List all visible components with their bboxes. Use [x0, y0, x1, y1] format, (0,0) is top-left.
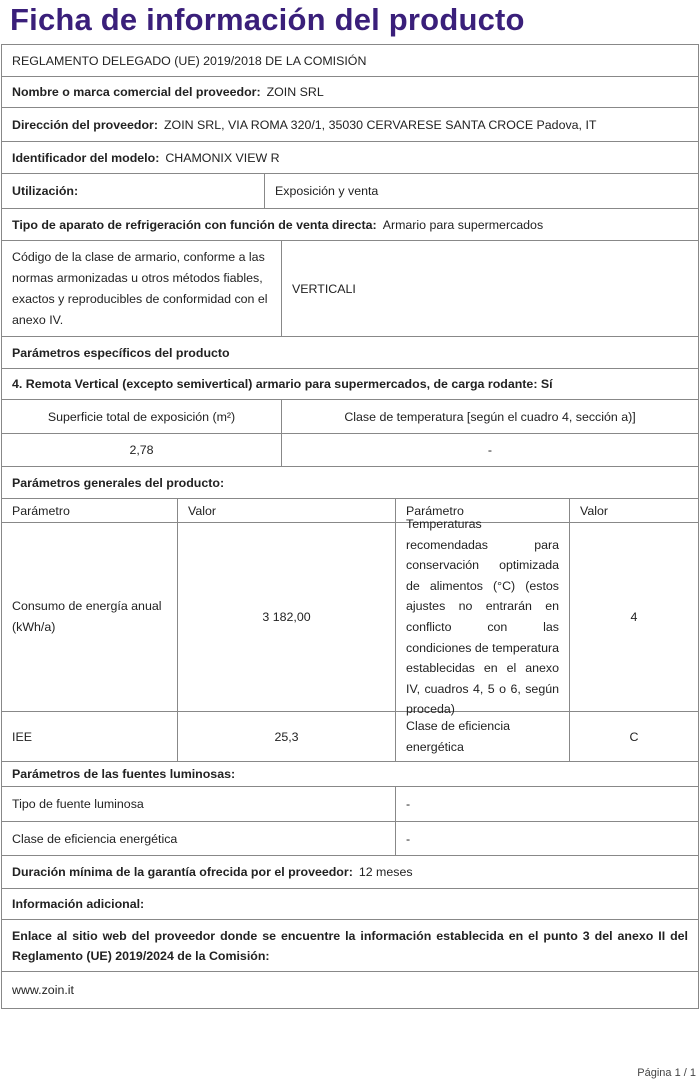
general-params-heading: Parámetros generales del producto: — [12, 475, 225, 490]
light-class-label: Clase de eficiencia energética — [12, 831, 178, 846]
energy-value: 3 182,00 — [262, 610, 311, 624]
model-id-value: CHAMONIX VIEW R — [165, 150, 280, 165]
page-number: Página 1 / 1 — [637, 1067, 696, 1079]
model-id-row — [2, 142, 698, 174]
efficiency-class-value: C — [629, 729, 639, 744]
additional-info-row — [2, 889, 698, 920]
efficiency-class-label: Clase de eficiencia energética — [395, 712, 569, 761]
display-area-header: Superficie total de exposición (m²) — [47, 409, 236, 424]
temperatures-value: 4 — [630, 610, 638, 624]
warranty-value: 12 meses — [358, 865, 413, 879]
value-header-2: Valor — [580, 503, 609, 518]
supplier-name-label: Nombre o marca comercial del proveedor: — [12, 85, 261, 99]
energy-label: Consumo de energía anual (kWh/a) — [12, 599, 162, 634]
light-class-value: - — [406, 831, 411, 846]
regulation-row — [2, 45, 698, 77]
appliance-type-value: Armario para supermercados — [382, 217, 544, 232]
regulation-text: REGLAMENTO DELEGADO (UE) 2019/2018 DE LA COMISIÓN — [12, 53, 367, 68]
display-value-row — [2, 434, 698, 467]
iee-label: IEE — [12, 729, 32, 744]
energy-row — [2, 517, 698, 717]
cabinet-class-row — [2, 241, 698, 337]
display-area-value: 2,78 — [129, 443, 154, 457]
light-params-heading: Parámetros de las fuentes luminosas: — [12, 767, 236, 781]
specific-type-text: 4. Remota Vertical (excepto semivertical) armario para supermercados, de carga rodante: Sí — [12, 377, 553, 391]
additional-info-heading: Información adicional: — [12, 897, 145, 911]
supplier-name-row — [2, 77, 698, 108]
cabinet-class-label: Código de la clase de armario, conforme a las normas armonizadas u otros métodos fiables, exactos y reproducibles de conformidad con el anexo IV. — [12, 249, 268, 327]
temperatures-label: Temperaturas recomendadas para conservación optimizada de alimentos (°C) (estos ajustes no entrarán en conflicto con las condiciones de temperatura establecidas en el anexo IV, cuadros 4, 5 o 6, según proceda) — [395, 523, 569, 711]
iee-row — [2, 712, 698, 762]
page-title: Ficha de información del producto — [10, 2, 525, 37]
light-type-label: Tipo de fuente luminosa — [12, 797, 144, 811]
specific-params-row — [2, 337, 698, 369]
general-params-row — [2, 467, 698, 499]
warranty-row — [2, 856, 698, 889]
supplier-name-value: ZOIN SRL — [266, 85, 324, 99]
param-header-1: Parámetro — [12, 503, 70, 518]
specific-type-row — [2, 369, 698, 400]
appliance-type-label: Tipo de aparato de refrigeración con función de venta directa: — [12, 217, 377, 232]
supplier-address-row — [2, 108, 698, 142]
warranty-label: Duración mínima de la garantía ofrecida por el proveedor: — [12, 865, 353, 879]
light-type-value: - — [406, 797, 411, 811]
iee-value: 25,3 — [274, 729, 299, 744]
use-value: Exposición y venta — [275, 184, 379, 198]
temp-class-header: Clase de temperatura [según el cuadro 4, sección a)] — [344, 409, 636, 424]
website-row — [2, 972, 698, 1008]
supplier-address-label: Dirección del proveedor: — [12, 117, 158, 132]
param-table-header-row — [2, 499, 698, 523]
use-row — [2, 174, 698, 209]
supplier-address-value: ZOIN SRL, VIA ROMA 320/1, 35030 CERVARESE SANTA CROCE Padova, IT — [163, 117, 597, 132]
light-class-row — [2, 822, 698, 856]
value-header-1: Valor — [188, 503, 217, 518]
cabinet-class-value: VERTICALI — [292, 281, 356, 296]
use-label: Utilización: — [12, 184, 79, 198]
param-header-2: Parámetro — [406, 503, 464, 518]
appliance-type-row — [2, 209, 698, 241]
temp-class-value: - — [487, 443, 493, 457]
specific-params-heading: Parámetros específicos del producto — [12, 345, 230, 360]
link-text-row — [2, 920, 698, 972]
model-id-label: Identificador del modelo: — [12, 150, 160, 165]
display-header-row — [2, 400, 698, 434]
light-type-row — [2, 787, 698, 822]
product-info-sheet — [1, 44, 699, 1009]
light-params-row — [2, 762, 698, 787]
link-text: Enlace al sitio web del proveedor donde se encuentre la información establecida en el punto 3 del anexo II del Reglamento (UE) 2019/2024 de la Comisión: — [12, 928, 688, 963]
website-link[interactable]: www.zoin.it — [12, 983, 74, 997]
